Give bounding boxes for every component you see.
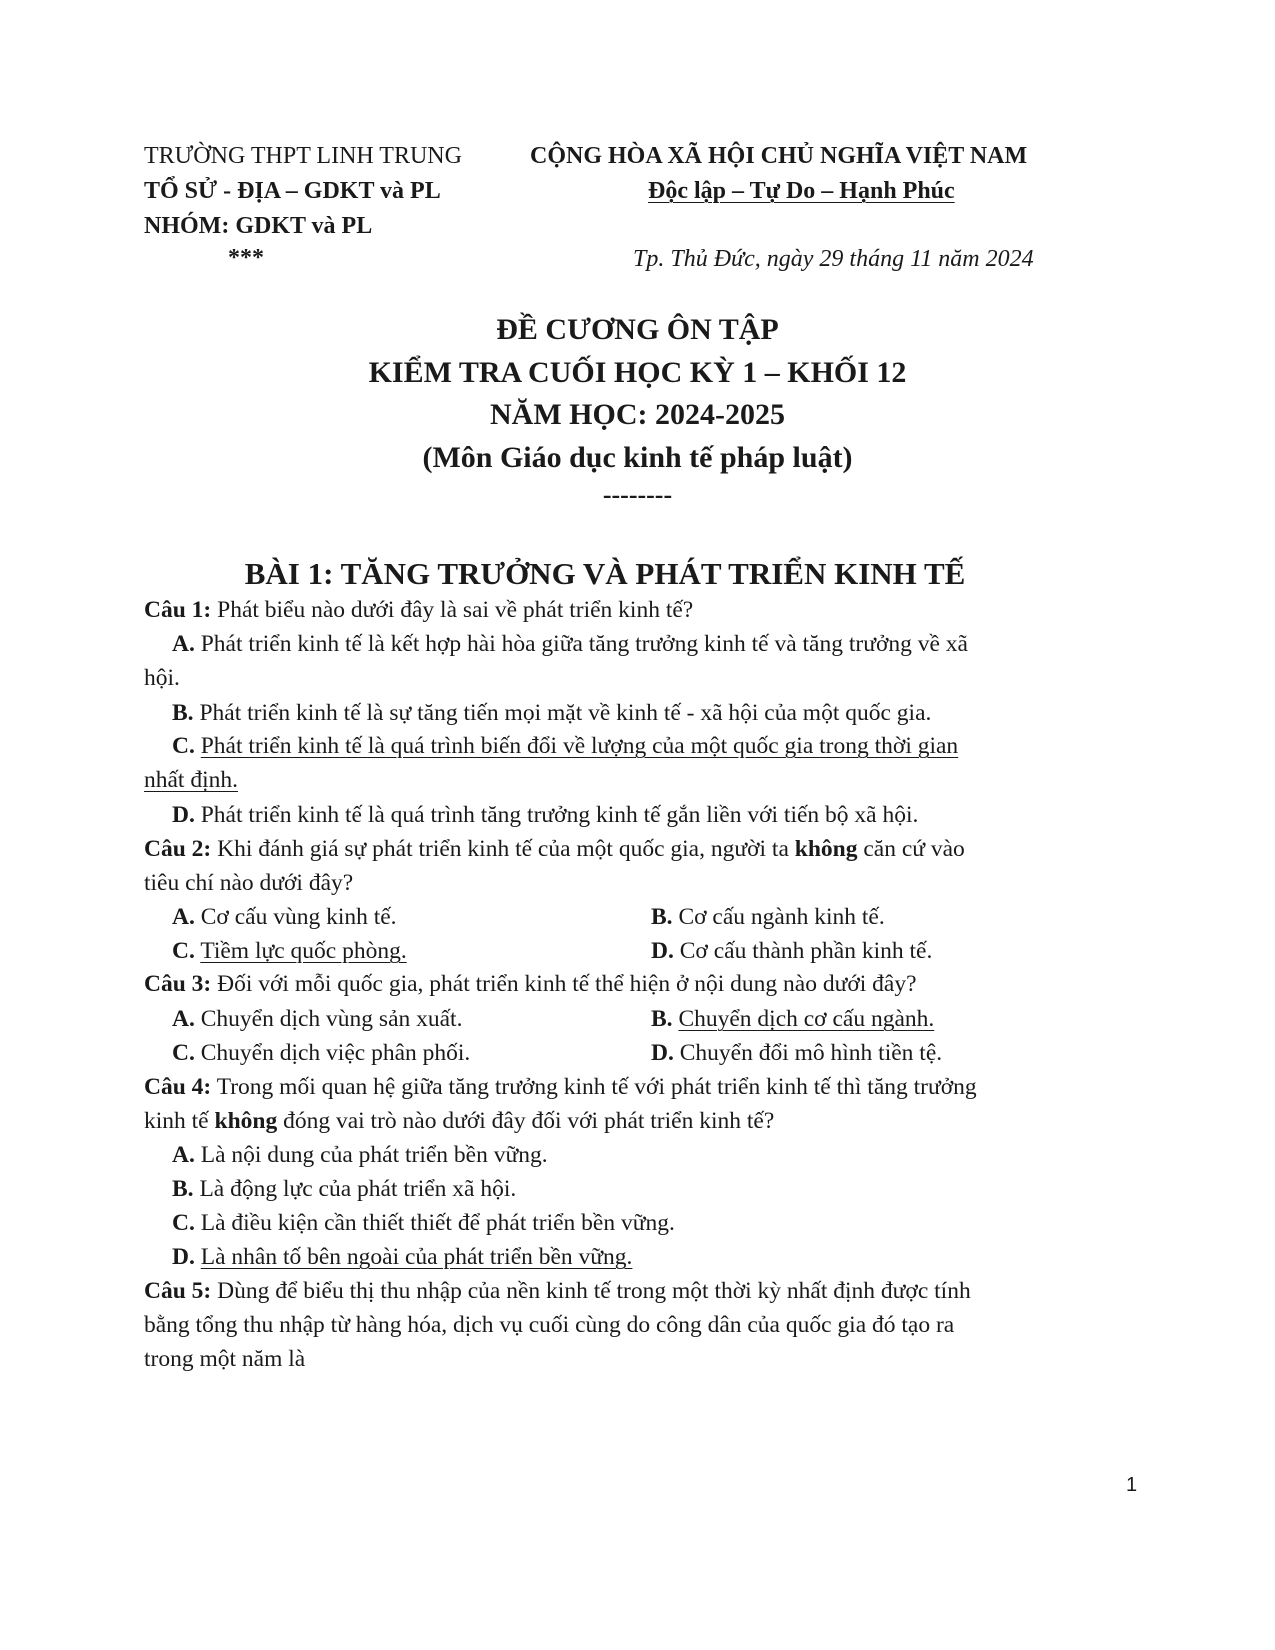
question-text: Khi đánh giá sự phát triển kinh tế của một quốc gia, người ta bbox=[211, 836, 795, 862]
question-label: Câu 2: bbox=[144, 836, 212, 862]
question-text: Trong mối quan hệ giữa tăng trưởng kinh tế với phát triển kinh tế thì tăng trưởng bbox=[211, 1074, 977, 1100]
question-text: đóng vai trò nào dưới đây đối với phát triển kinh tế? bbox=[277, 1108, 775, 1134]
option-letter: D. bbox=[172, 1244, 195, 1270]
q2-option-d bbox=[651, 938, 932, 965]
option-letter: A. bbox=[172, 904, 195, 930]
option-text: Cơ cấu ngành kinh tế. bbox=[672, 904, 885, 930]
option-letter: B. bbox=[172, 700, 194, 726]
question-text: Đối với mỗi quốc gia, phát triển kinh tế thể hiện ở nội dung nào dưới đây? bbox=[211, 971, 917, 997]
option-text: Là điều kiện cần thiết thiết để phát triển bền vững. bbox=[194, 1210, 675, 1236]
q3-option-d bbox=[651, 1040, 942, 1067]
q1-option-c-cont: nhất định. bbox=[144, 767, 238, 793]
option-letter: C. bbox=[172, 938, 195, 964]
q4-option-d bbox=[172, 1244, 632, 1271]
q3-option-c bbox=[172, 1040, 470, 1067]
option-letter: C. bbox=[172, 733, 195, 759]
option-letter: A. bbox=[172, 1006, 195, 1032]
doc-title-line1: ĐỀ CƯƠNG ÔN TẬP bbox=[496, 313, 779, 346]
question-2-cont: tiêu chí nào dưới đây? bbox=[144, 870, 354, 896]
question-text: kinh tế bbox=[144, 1108, 215, 1134]
question-label: Câu 4: bbox=[144, 1074, 212, 1100]
option-letter: D. bbox=[651, 938, 674, 964]
option-text: Phát triển kinh tế là sự tăng tiến mọi mặt về kinh tế - xã hội của một quốc gia. bbox=[193, 700, 932, 726]
option-text: Cơ cấu vùng kinh tế. bbox=[194, 904, 397, 930]
question-5-cont-1: bằng tổng thu nhập từ hàng hóa, dịch vụ cuối cùng do công dân của quốc gia đó tạo ra bbox=[144, 1312, 955, 1338]
question-text: Phát biểu nào dưới đây là sai về phát triển kinh tế? bbox=[211, 597, 694, 623]
q1-option-c bbox=[172, 733, 958, 760]
option-letter: A. bbox=[172, 1142, 195, 1168]
title-divider: -------- bbox=[602, 480, 673, 509]
school-name: TRƯỜNG THPT LINH TRUNG bbox=[144, 143, 462, 169]
question-5-cont-2: trong một năm là bbox=[144, 1346, 306, 1372]
option-text: Là nội dung của phát triển bền vững. bbox=[194, 1142, 548, 1168]
doc-title-line3: NĂM HỌC: 2024-2025 bbox=[490, 398, 785, 431]
option-text: Là động lực của phát triển xã hội. bbox=[193, 1176, 517, 1202]
emphasis-text: không bbox=[794, 836, 858, 862]
q3-option-b bbox=[651, 1006, 934, 1033]
correct-answer-text: Là nhân tố bên ngoài của phát triển bền vững. bbox=[200, 1244, 633, 1270]
correct-answer-text: Tiềm lực quốc phòng. bbox=[200, 938, 407, 964]
question-4 bbox=[144, 1074, 977, 1101]
q4-option-b bbox=[172, 1176, 516, 1203]
q1-option-a bbox=[172, 631, 968, 658]
question-label: Câu 1: bbox=[144, 597, 212, 623]
question-4-cont bbox=[144, 1108, 774, 1135]
option-text: Phát triển kinh tế là kết hợp hài hòa giữa tăng trưởng kinh tế và tăng trưởng về xã bbox=[194, 631, 968, 657]
document-date: Tp. Thủ Đức, ngày 29 tháng 11 năm 2024 bbox=[633, 246, 1034, 272]
department-name: TỔ SỬ - ĐỊA – GDKT và PL bbox=[144, 178, 441, 204]
group-name: NHÓM: GDKT và PL bbox=[144, 213, 373, 239]
doc-title-line2: KIỂM TRA CUỐI HỌC KỲ 1 – KHỐI 12 bbox=[368, 356, 907, 389]
q2-option-a bbox=[172, 904, 397, 931]
q1-option-d bbox=[172, 802, 918, 829]
nation-title: CỘNG HÒA XÃ HỘI CHỦ NGHĨA VIỆT NAM bbox=[530, 143, 1028, 169]
question-2 bbox=[144, 836, 965, 863]
motto: Độc lập – Tự Do – Hạnh Phúc bbox=[648, 178, 955, 204]
option-text: Chuyển dịch việc phân phối. bbox=[194, 1040, 471, 1066]
q1-option-b bbox=[172, 700, 931, 727]
correct-answer-text: Phát triển kinh tế là quá trình biến đổi về lượng của một quốc gia trong thời gian bbox=[200, 733, 959, 759]
option-letter: C. bbox=[172, 1210, 195, 1236]
correct-answer-text: Chuyển dịch cơ cấu ngành. bbox=[678, 1006, 935, 1032]
option-letter: B. bbox=[651, 1006, 673, 1032]
lesson-heading: BÀI 1: TĂNG TRƯỞNG VÀ PHÁT TRIỂN KINH TẾ bbox=[244, 556, 966, 591]
page-number: 1 bbox=[1126, 1474, 1138, 1496]
option-letter: A. bbox=[172, 631, 195, 657]
option-letter: D. bbox=[172, 802, 195, 828]
option-letter: B. bbox=[651, 904, 673, 930]
q2-option-c bbox=[172, 938, 407, 965]
question-label: Câu 5: bbox=[144, 1278, 212, 1304]
q1-option-a-cont: hội. bbox=[144, 665, 180, 691]
question-3 bbox=[144, 971, 917, 998]
emphasis-text: không bbox=[214, 1108, 278, 1134]
q2-option-b bbox=[651, 904, 885, 931]
option-letter: B. bbox=[172, 1176, 194, 1202]
header-stars: *** bbox=[228, 245, 264, 271]
q4-option-a bbox=[172, 1142, 548, 1169]
option-text: Cơ cấu thành phần kinh tế. bbox=[673, 938, 933, 964]
q4-option-c bbox=[172, 1210, 675, 1237]
option-text: Chuyển dịch vùng sản xuất. bbox=[194, 1006, 463, 1032]
question-text: căn cứ vào bbox=[857, 836, 965, 862]
question-1 bbox=[144, 597, 693, 624]
option-text: Chuyển đổi mô hình tiền tệ. bbox=[673, 1040, 943, 1066]
doc-title-line4: (Môn Giáo dục kinh tế pháp luật) bbox=[422, 441, 853, 474]
question-label: Câu 3: bbox=[144, 971, 212, 997]
option-letter: C. bbox=[172, 1040, 195, 1066]
q3-option-a bbox=[172, 1006, 462, 1033]
option-text: Phát triển kinh tế là quá trình tăng trưởng kinh tế gắn liền với tiến bộ xã hội. bbox=[194, 802, 919, 828]
question-5 bbox=[144, 1278, 971, 1305]
question-text: Dùng để biểu thị thu nhập của nền kinh tế trong một thời kỳ nhất định được tính bbox=[211, 1278, 971, 1304]
option-letter: D. bbox=[651, 1040, 674, 1066]
